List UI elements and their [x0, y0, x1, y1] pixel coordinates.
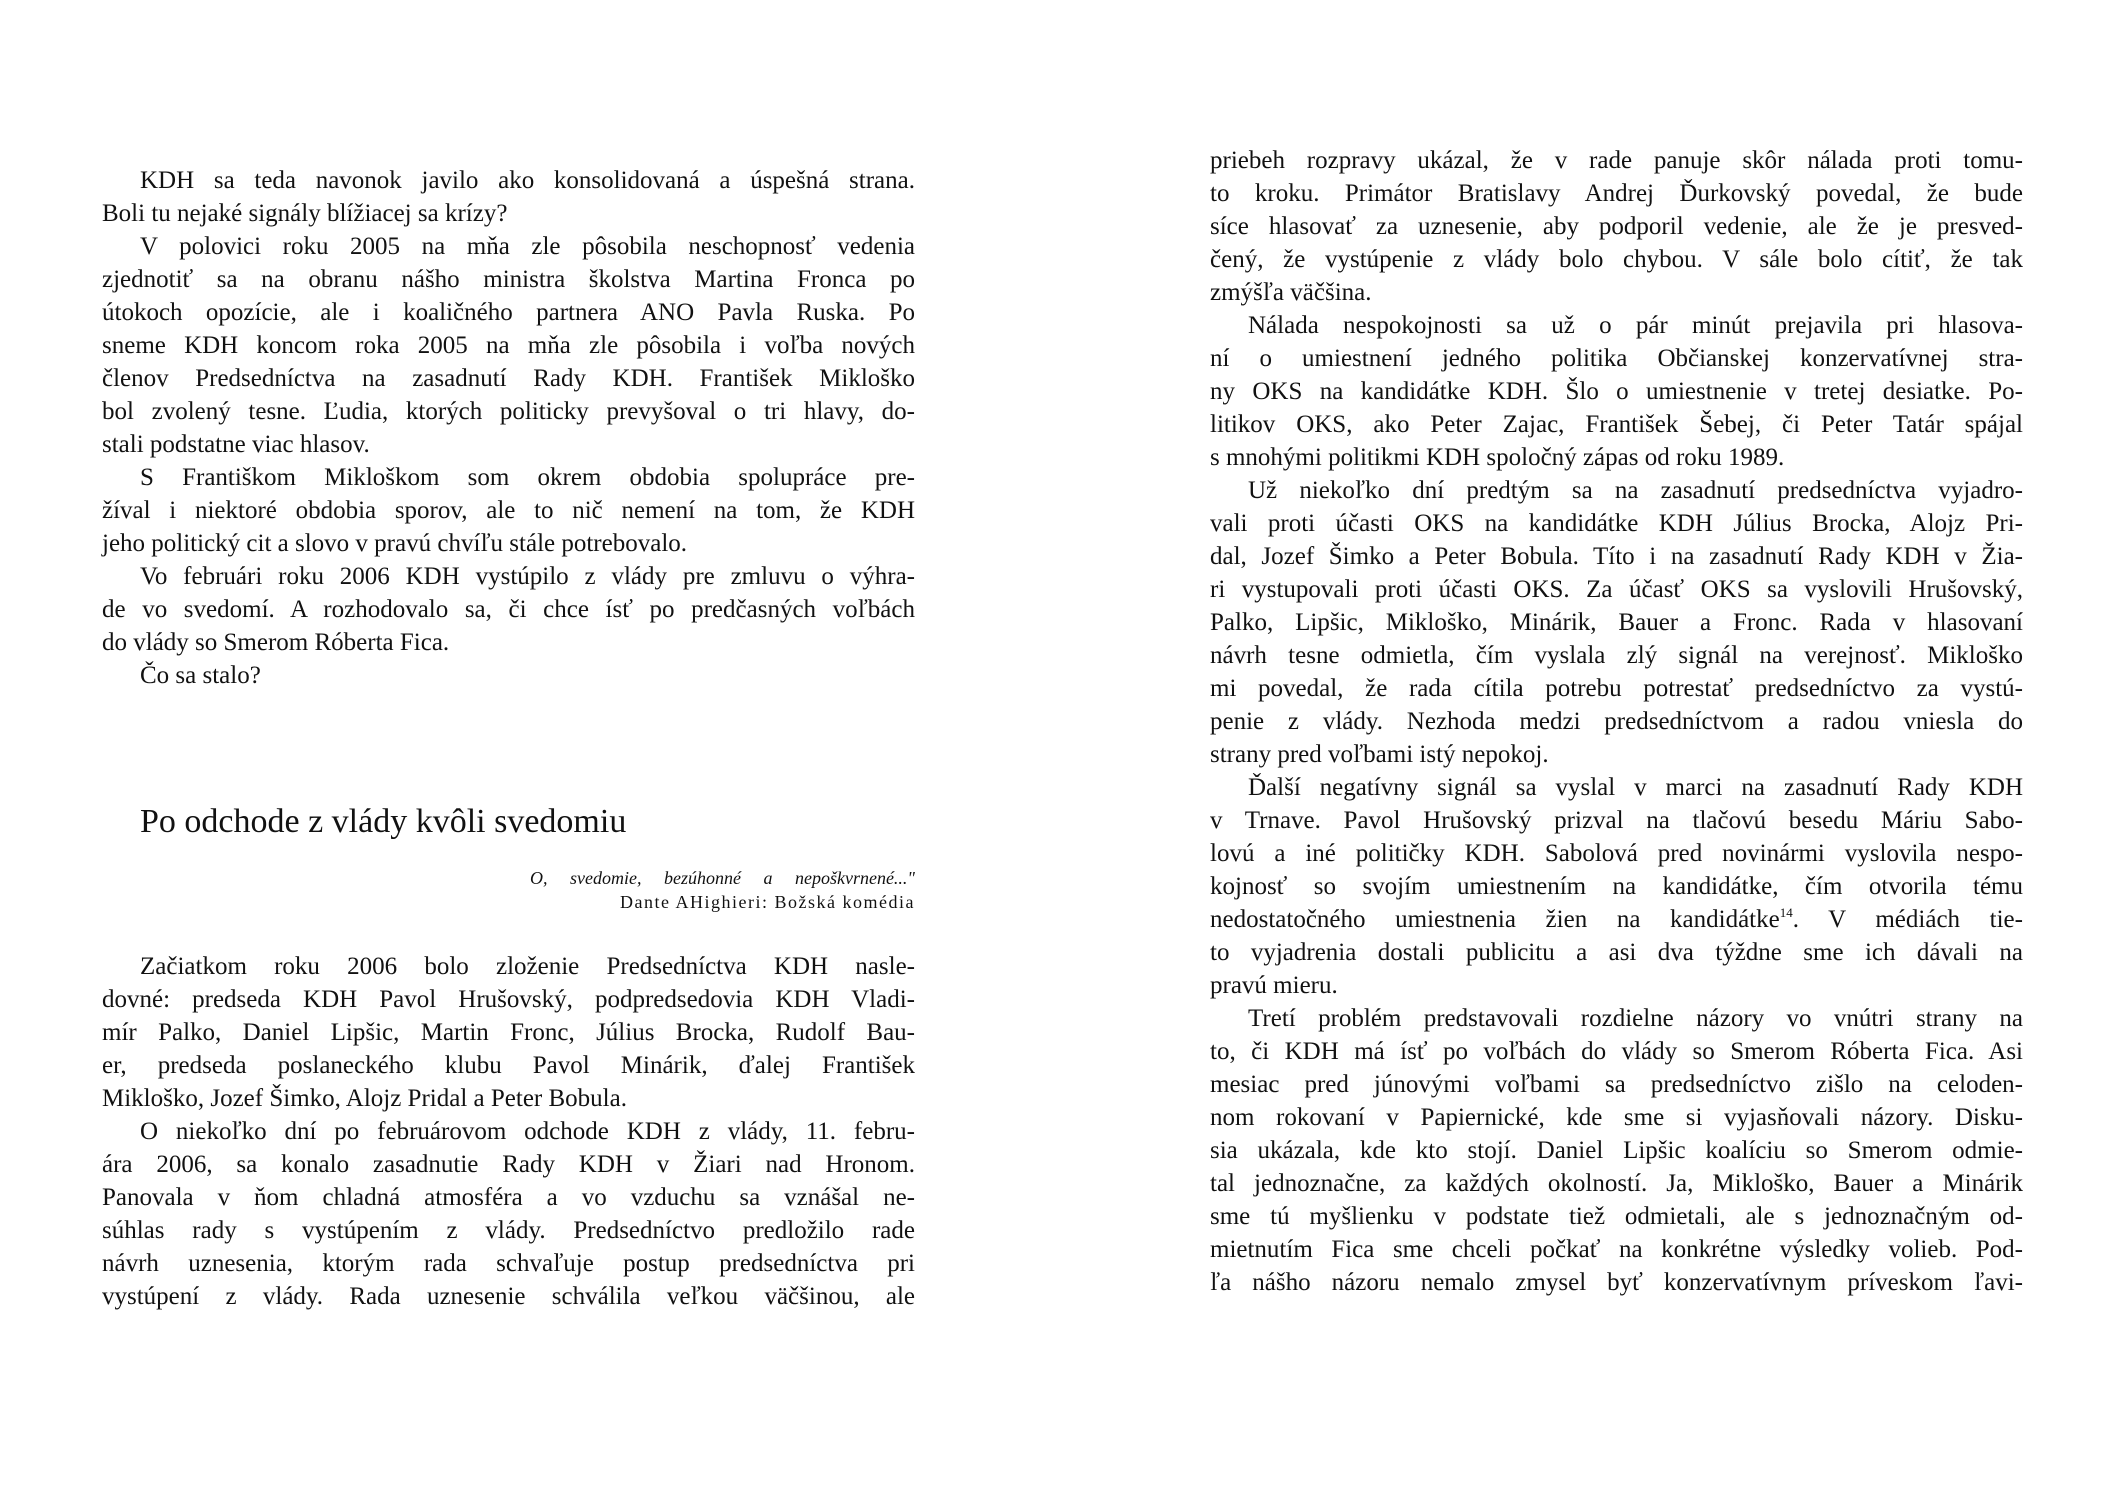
text-line: čený, že vystúpenie z vlády bolo chybou. V sále bolo cítiť, že tak [1210, 246, 2023, 273]
text-line: súhlas rady s vystúpením z vlády. Predsedníctvo predložilo rade [102, 1217, 915, 1244]
section-heading: Po odchode z vlády kvôli svedomiu [140, 803, 627, 840]
text-line: Vo februári roku 2006 KDH vystúpilo z vlády pre zmluvu o výhra- [140, 563, 915, 590]
text-line [1210, 903, 2023, 936]
text-line: v Trnave. Pavol Hrušovský prizval na tlačovú besedu Máriu Sabo- [1210, 807, 2023, 834]
text-line: de vo svedomí. A rozhodovalo sa, či chce ísť po predčasných voľbách [102, 596, 915, 623]
paragraph [102, 560, 915, 659]
text-line: sneme KDH koncom roka 2005 na mňa zle pôsobila i voľba nových [102, 332, 915, 359]
text-line: Mikloško, Jozef Šimko, Alojz Pridal a Peter Bobula. [102, 1085, 627, 1112]
text-line: V polovici roku 2005 na mňa zle pôsobila neschopnosť vedenia [140, 233, 915, 260]
paragraph [102, 164, 915, 230]
text-line: ny OKS na kandidátke KDH. Šlo o umiestnenie v tretej desiatke. Po- [1210, 378, 2023, 405]
text-line: Boli tu nejaké signály blížiacej sa krízy? [102, 200, 508, 227]
paragraph [102, 659, 915, 692]
text-line: Tretí problém predstavovali rozdielne názory vo vnútri strany na [1248, 1005, 2023, 1032]
text-line: to, či KDH má ísť po voľbách do vlády so Smerom Róberta Fica. Asi [1210, 1038, 2023, 1065]
paragraph [1210, 474, 2023, 771]
text-line: sme tú myšlienku v podstate tiež odmietali, ale s jednoznačným od- [1210, 1203, 2023, 1230]
text-line: s mnohými politikmi KDH spoločný zápas od roku 1989. [1210, 444, 1785, 471]
text-line: stali podstatne viac hlasov. [102, 431, 370, 458]
text-line: Už niekoľko dní predtým sa na zasadnutí predsedníctva vyjadro- [1248, 477, 2023, 504]
paragraph [1210, 771, 2023, 1002]
text-line: dovné: predseda KDH Pavol Hrušovský, podpredsedovia KDH Vladi- [102, 986, 915, 1013]
text-line: lovú a iné političky KDH. Sabolová pred novinármi vyslovila nespo- [1210, 840, 2023, 867]
text-line: mietnutím Fica sme chceli počkať na konkrétne výsledky volieb. Pod- [1210, 1236, 2023, 1263]
text-line: návrh tesne odmietla, čím vyslala zlý signál na verejnosť. Mikloško [1210, 642, 2023, 669]
text-line: ri vystupovali proti účasti OKS. Za účasť OKS sa vyslovili Hrušovský, [1210, 576, 2023, 603]
text-line: kojnosť so svojím umiestnením na kandidátke, čím otvorila tému [1210, 873, 2023, 900]
footnote-ref[interactable]: 14 [1779, 905, 1793, 920]
text-line: strany pred voľbami istý nepokoj. [1210, 741, 1549, 768]
text-line: KDH sa teda navonok javilo ako konsolidovaná a úspešná strana. [140, 167, 915, 194]
text-line: tal jednoznačne, za každých okolností. Ja, Mikloško, Bauer a Minárik [1210, 1170, 2023, 1197]
text-line: členov Predsedníctva na zasadnutí Rady KDH. František Mikloško [102, 365, 915, 392]
text-line: žíval i niektoré obdobia sporov, ale to nič nemení na tom, že KDH [102, 497, 915, 524]
epigraph-quote: O, svedomie, bezúhonné a nepoškvrnené..." [530, 868, 915, 888]
text-line: ára 2006, sa konalo zasadnutie Rady KDH v Žiari nad Hronom. [102, 1151, 915, 1178]
text-line: bol zvolený tesne. Ľudia, ktorých politicky prevyšoval o tri hlavy, do- [102, 398, 915, 425]
text-line: mi povedal, že rada cítila potrebu potrestať predsedníctvo za vystú- [1210, 675, 2023, 702]
left-page-text-bottom [102, 950, 915, 1313]
text-line: Začiatkom roku 2006 bolo zloženie Predsedníctva KDH nasle- [140, 953, 915, 980]
text-line: S Františkom Mikloškom som okrem obdobia spolupráce pre- [140, 464, 915, 491]
text-line: dal, Jozef Šimko a Peter Bobula. Títo i na zasadnutí Rady KDH v Žia- [1210, 543, 2023, 570]
text-line: jeho politický cit a slovo v pravú chvíľu stále potrebovalo. [102, 530, 688, 557]
text-line: mesiac pred júnovými voľbami sa predsedníctvo zišlo na celoden- [1210, 1071, 2023, 1098]
text-line: litikov OKS, ako Peter Zajac, František Šebej, či Peter Tatár spájal [1210, 411, 2023, 438]
paragraph [1210, 144, 2023, 309]
paragraph [102, 230, 915, 461]
text-line: pravú mieru. [1210, 972, 1338, 999]
text-line: to kroku. Primátor Bratislavy Andrej Ďurkovský povedal, že bude [1210, 180, 2023, 207]
text-line: Čo sa stalo? [140, 662, 261, 689]
text-line: útokoch opozície, ale i koaličného partnera ANO Pavla Ruska. Po [102, 299, 915, 326]
text-line: penie z vlády. Nezhoda medzi predsedníctvom a radou vniesla do [1210, 708, 2023, 735]
text-line: nom rokovaní v Papiernické, kde sme si vyjasňovali názory. Disku- [1210, 1104, 2023, 1131]
text-line: Panovala v ňom chladná atmosféra a vo vzduchu sa vznášal ne- [102, 1184, 915, 1211]
text-line: zjednotiť sa na obranu nášho ministra školstva Martina Fronca po [102, 266, 915, 293]
text-line: priebeh rozpravy ukázal, že v rade panuje skôr nálada proti tomu- [1210, 147, 2023, 174]
text-line: vali proti účasti OKS na kandidátke KDH Július Brocka, Alojz Pri- [1210, 510, 2023, 537]
text-line: síce hlasovať za uznesenie, aby podporil vedenie, ale že je presved- [1210, 213, 2023, 240]
text-line: er, predseda poslaneckého klubu Pavol Minárik, ďalej František [102, 1052, 915, 1079]
paragraph [1210, 309, 2023, 474]
text-line: to vyjadrenia dostali publicitu a asi dva týždne sme ich dávali na [1210, 939, 2023, 966]
text-segment: nedostatočného umiestnenia žien na kandidátke [1210, 906, 1780, 933]
text-line: ľa nášho názoru nemalo zmysel byť konzervatívnym príveskom ľavi- [1210, 1269, 2023, 1296]
text-line: do vlády so Smerom Róberta Fica. [102, 629, 450, 656]
right-page-text [1210, 144, 2023, 1299]
paragraph [1210, 1002, 2023, 1299]
text-segment: . V médiách tie- [1792, 906, 2023, 933]
text-line: návrh uznesenia, ktorým rada schvaľuje postup predsedníctva pri [102, 1250, 915, 1277]
paragraph [102, 461, 915, 560]
text-line: mír Palko, Daniel Lipšic, Martin Fronc, Július Brocka, Rudolf Bau- [102, 1019, 915, 1046]
epigraph-source: Dante AHighieri: Božská komédia [620, 892, 915, 912]
text-line: vystúpení z vlády. Rada uznesenie schválila veľkou väčšinou, ale [102, 1283, 915, 1310]
text-line: sia ukázala, kde kto stojí. Daniel Lipšic koalíciu so Smerom odmie- [1210, 1137, 2023, 1164]
text-line: zmýšľa väčšina. [1210, 279, 1372, 306]
paragraph [102, 950, 915, 1115]
text-line: Palko, Lipšic, Mikloško, Minárik, Bauer a Fronc. Rada v hlasovaní [1210, 609, 2023, 636]
left-page-text-top [102, 164, 915, 692]
epigraph [530, 866, 915, 914]
text-line: ní o umiestnení jedného politika Občianskej konzervatívnej stra- [1210, 345, 2023, 372]
paragraph [102, 1115, 915, 1313]
text-line: Nálada nespokojnosti sa už o pár minút prejavila pri hlasova- [1248, 312, 2023, 339]
text-line: O niekoľko dní po februárovom odchode KDH z vlády, 11. febru- [140, 1118, 915, 1145]
text-line: Ďalší negatívny signál sa vyslal v marci na zasadnutí Rady KDH [1248, 774, 2023, 801]
